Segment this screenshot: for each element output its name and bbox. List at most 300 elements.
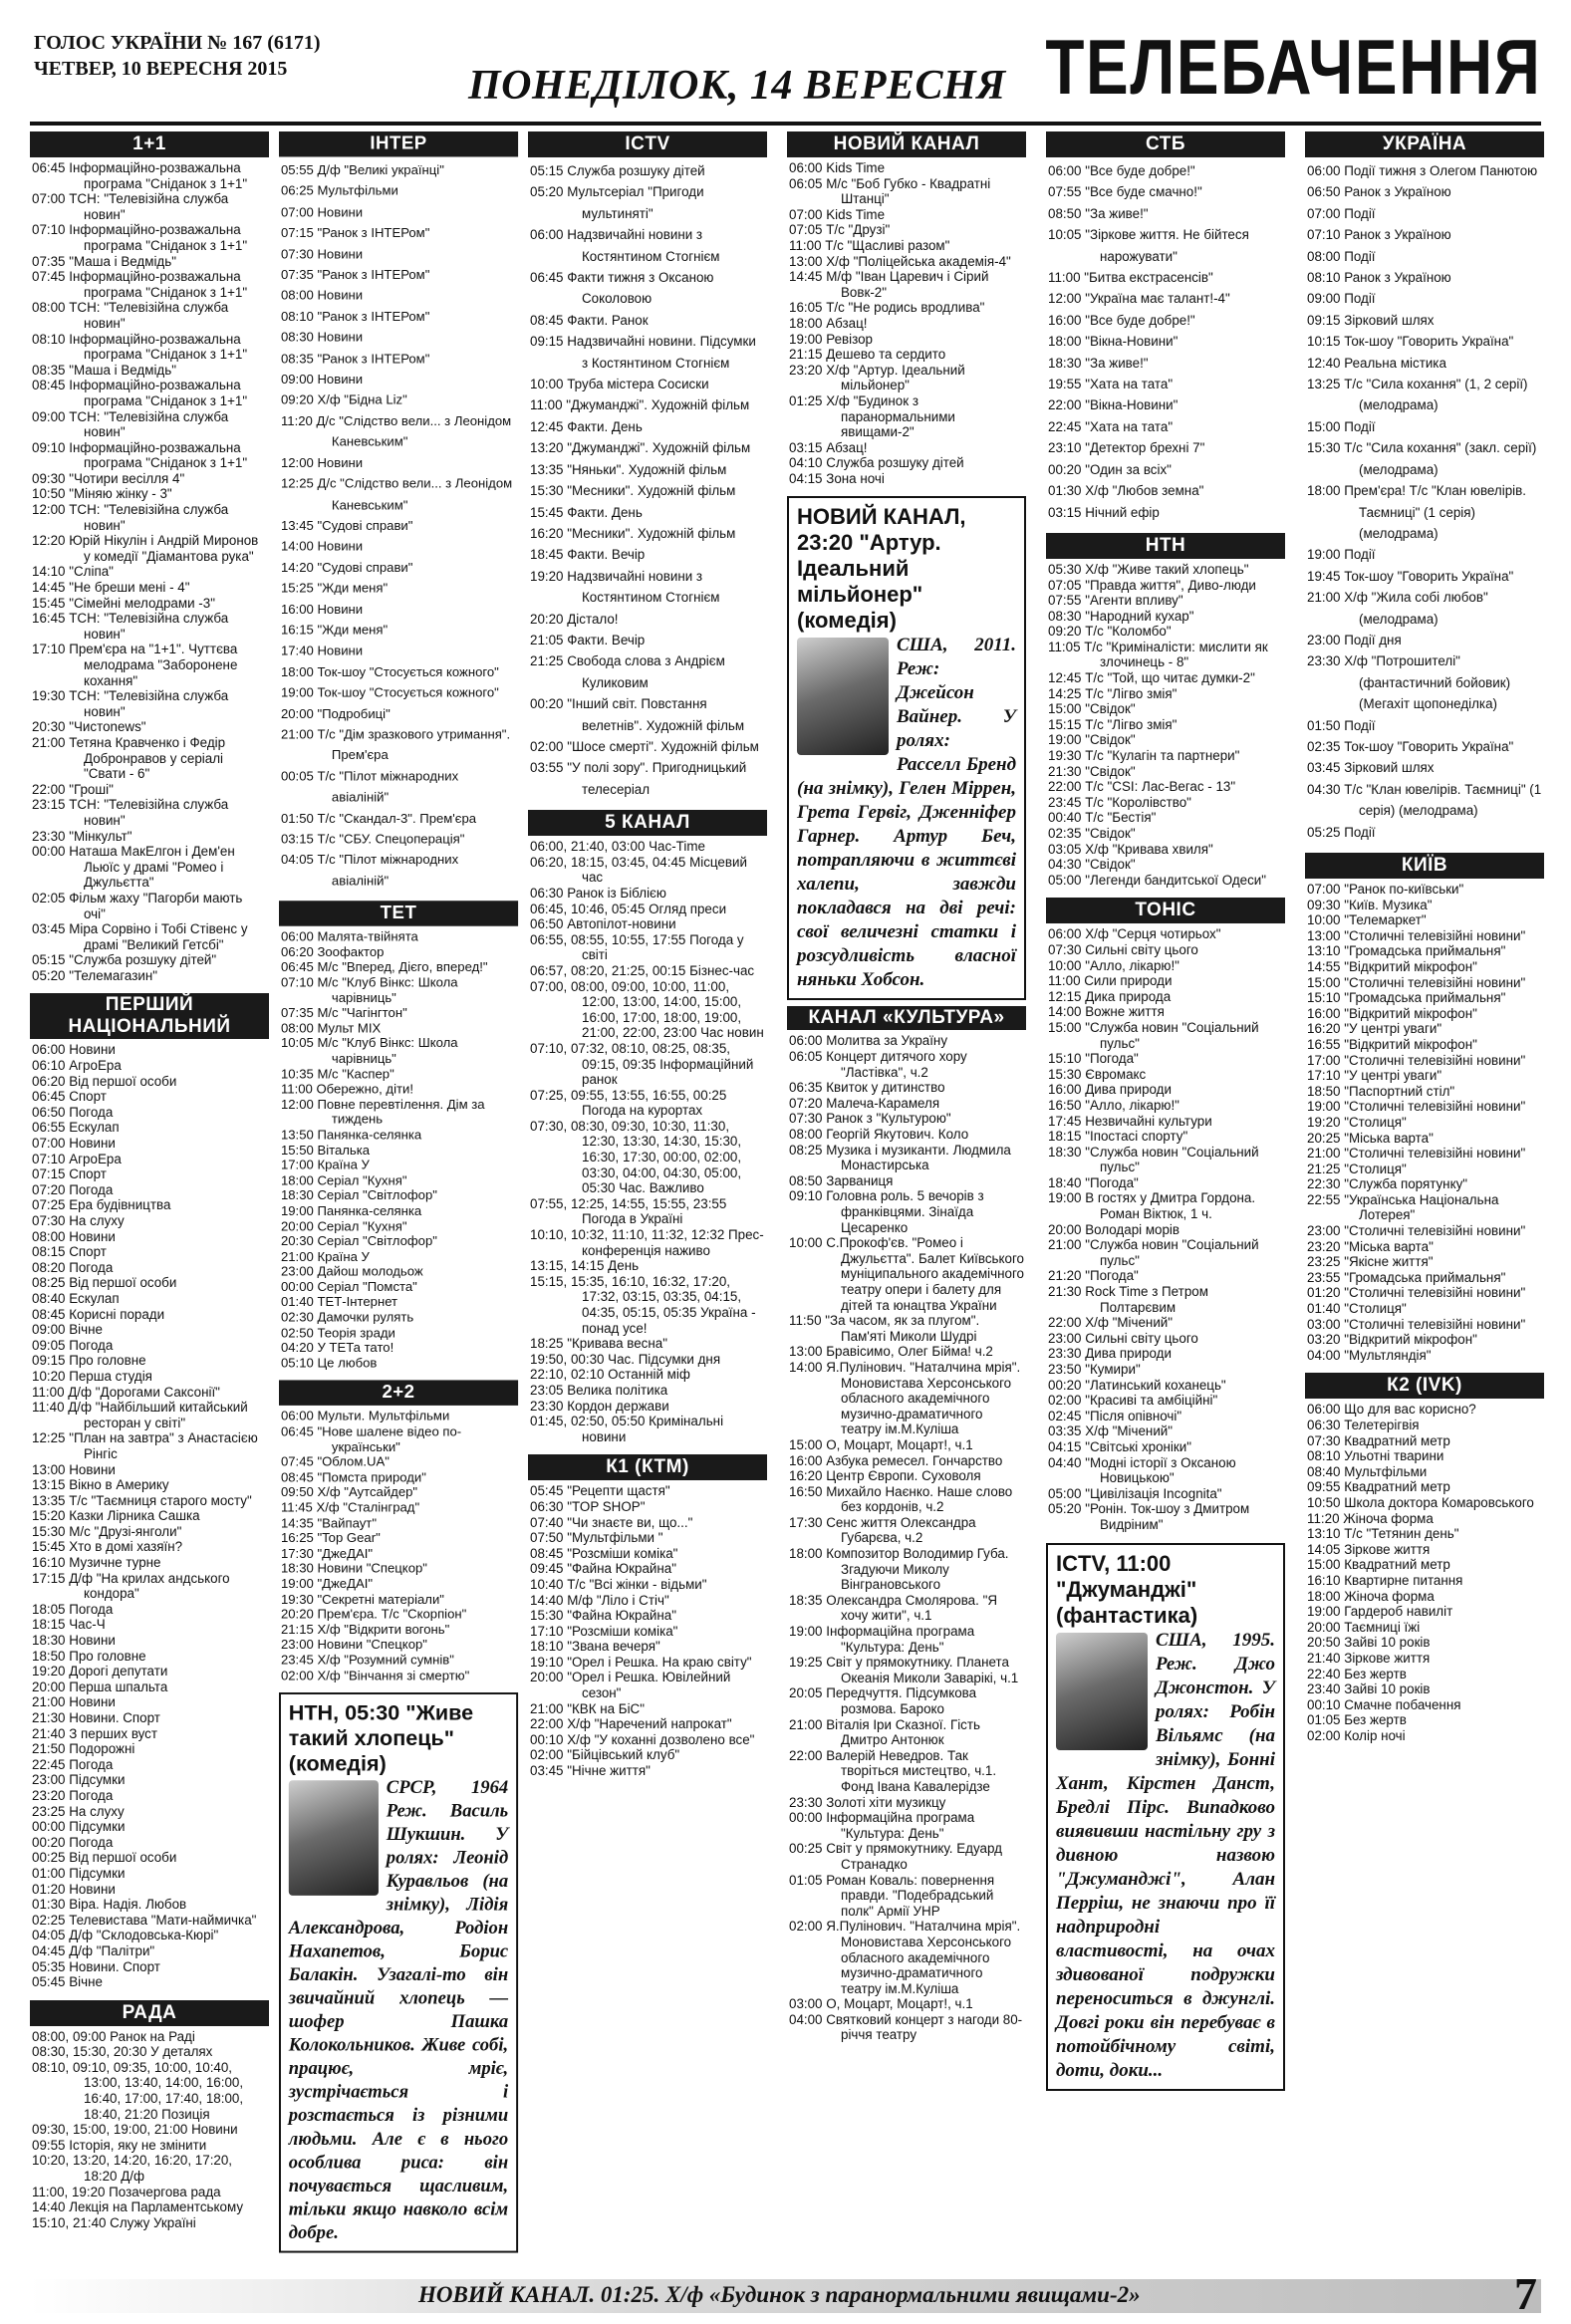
program-entry: 17:30 Сенс життя Олександра Губарєва, ч.2 xyxy=(789,1514,976,1546)
program-entry: 21:00 Т/с "Дім зразкового утримання". Прем'єра xyxy=(280,726,511,763)
program-entry: 06:20 Зоофактор xyxy=(280,944,385,959)
program-entry: 10:35 М/с "Каспер" xyxy=(280,1066,394,1082)
program-entry: 00:05 Т/с "Пілот міжнародних авіаліній" xyxy=(280,768,459,805)
program-entry: 03:20 "Відкритий мікрофон" xyxy=(1307,1332,1477,1348)
program-entry: 08:40 Ескулап xyxy=(32,1290,120,1306)
program-entry: 08:45 "Помста природи" xyxy=(280,1469,426,1485)
program-entry: 07:00 Kids Time xyxy=(789,206,886,222)
program-entry: 02:00 Х/ф "Вінчання зі смертю" xyxy=(280,1668,470,1682)
program-entry: 07:20 Малеча-Карамеля xyxy=(789,1095,940,1111)
program-entry: 18:00 Композитор Володимир Губа. Згадуючи Миколу Вінграновського xyxy=(789,1546,1009,1593)
program-list xyxy=(30,2026,269,2231)
program-entry: 18:30 Новини "Спецкор" xyxy=(280,1561,427,1576)
program-entry: 07:40 "Чи знаєте ви, що..." xyxy=(530,1514,693,1530)
program-entry: 06:05 М/с "Боб Губко - Квадратні Штанці" xyxy=(789,175,991,207)
program-list xyxy=(30,1039,269,1989)
program-entry: 21:25 Свобода слова з Андрієм Куликовим xyxy=(530,653,725,690)
program-entry: 11:00 "Джуманджі". Художній фільм xyxy=(530,397,750,413)
program-entry: 23:25 "Якісне життя" xyxy=(1307,1254,1434,1270)
program-entry: 12:00 "Україна має талант!-4" xyxy=(1048,291,1230,307)
issue-date: ЧЕТВЕР, 10 ВЕРЕСНЯ 2015 xyxy=(34,58,288,80)
program-entry: 18:50 "Паспортний стіл" xyxy=(1307,1083,1455,1099)
program-entry: 00:10 Смачне побачення xyxy=(1307,1696,1461,1712)
program-entry: 01:05 Роман Коваль: повернення правди. "Подебрадський полк" Армії УНР xyxy=(789,1872,995,1919)
program-entry: 09:00 Події xyxy=(1307,291,1376,307)
program-entry: 12:00 ТСН: "Телевізійна служба новин" xyxy=(32,502,229,533)
program-entry: 18:15 "Іпостасі спорту" xyxy=(1048,1129,1188,1145)
newspaper-info xyxy=(34,30,321,82)
program-list xyxy=(787,1030,1026,2043)
program-entry: 23:20 "Міська варта" xyxy=(1307,1238,1434,1254)
program-entry: 13:15 Вікно в Америку xyxy=(32,1477,169,1493)
program-entry: 06:00 Надзвичайні новини з Костянтином Стогнієм xyxy=(530,227,720,264)
program-entry: 05:30 Х/ф "Живе такий хлопець" xyxy=(1048,561,1249,577)
program-entry: 08:00 Георгій Якутович. Коло xyxy=(789,1127,969,1143)
program-entry: 07:55 "Все буде смачно!" xyxy=(1048,184,1202,200)
program-entry: 18:40 "Погода" xyxy=(1048,1174,1139,1190)
program-entry: 16:00 Дива природи xyxy=(1048,1082,1172,1098)
program-entry: 11:00 Обережно, діти! xyxy=(280,1081,413,1097)
program-entry: 23:30 Дива природи xyxy=(1048,1346,1172,1362)
program-entry: 07:00, 08:00, 09:00, 10:00, 11:00, 12:00, 13:00, 14:00, 15:00, 16:00, 17:00, 18:00, 19:00, 21:00, 22:00, 23:00 Час новин xyxy=(530,978,764,1041)
program-entry: 01:00 Підсумки xyxy=(32,1865,126,1881)
program-entry: 05:45 "Рецепти щастя" xyxy=(530,1483,670,1499)
program-entry: 00:25 Світ у прямокутнику. Едуард Странадко xyxy=(789,1841,1002,1872)
program-entry: 12:00 Новини xyxy=(280,455,364,470)
program-entry: 06:25 Мультфільми xyxy=(280,183,398,199)
program-entry: 08:10 "Ранок з ІНТЕРом" xyxy=(280,309,430,324)
program-entry: 18:00 "Вікна-Новини" xyxy=(1048,334,1178,350)
program-entry: 05:15 Служба розшуку дітей xyxy=(530,163,705,178)
program-entry: 22:45 "Хата на тата" xyxy=(1048,418,1174,434)
program-entry: 03:55 "У полі зору". Пригодницький телесеріал xyxy=(530,760,747,797)
program-entry: 15:30 "Файна Юкрайна" xyxy=(530,1608,677,1624)
program-entry: 04:15 Зона ночі xyxy=(789,470,885,486)
program-entry: 11:40 Д/ф "Найбільший китайський ресторан у світі" xyxy=(32,1400,248,1430)
program-entry: 09:50 Х/ф "Аутсайдер" xyxy=(280,1484,418,1500)
program-entry: 15:00 О, Моцарт, Моцарт!, ч.1 xyxy=(789,1436,973,1452)
program-entry: 10:50 "Міняю жінку - 3" xyxy=(32,486,172,502)
program-entry: 14:25 Т/с "Лігво змія" xyxy=(1048,685,1178,701)
program-entry: 06:00 Kids Time xyxy=(789,160,886,175)
program-entry: 09:55 Квадратний метр xyxy=(1307,1479,1450,1495)
program-entry: 12:20 Юрій Нікулін і Андрій Миронов у комедії "Діамантова рука" xyxy=(32,533,259,564)
program-entry: 15:50 Віталька xyxy=(280,1142,371,1158)
program-entry: 23:55 "Громадська приймальня" xyxy=(1307,1269,1506,1285)
program-entry: 02:35 Ток-шоу "Говорить Україна" xyxy=(1307,738,1514,754)
program-entry: 21:00 Країна У xyxy=(280,1248,370,1264)
program-entry: 05:20 "Ронін. Ток-шоу з Дмитром Видріним" xyxy=(1048,1501,1250,1532)
program-entry: 08:45 Інформаційно-розважальна програма "Сніданок з 1+1" xyxy=(32,378,248,408)
program-entry: 19:00 Ток-шоу "Стосується кожного" xyxy=(280,684,499,700)
program-entry: 18:00 Прем'єра! Т/с "Клан ювелірів. Таємниці" (1 серія) (мелодрама) xyxy=(1307,483,1526,541)
program-entry: 15:45 "Сімейні мелодрами -3" xyxy=(32,595,215,611)
program-entry: 02:05 Фільм жаху "Пагорби мають очі" xyxy=(32,890,243,921)
program-entry: 09:15 Надзвичайні новини. Підсумки з Костянтином Стогнієм xyxy=(530,334,756,371)
program-entry: 07:50 "Мультфільми " xyxy=(530,1530,663,1546)
program-entry: 15:30 "Месники". Художній фільм xyxy=(530,483,736,499)
actor-photo xyxy=(289,1780,379,1896)
program-entry: 04:00 "Мультляндія" xyxy=(1307,1347,1432,1363)
listing-column xyxy=(1305,131,1544,1753)
program-entry: 02:00 Я.Пулінович. "Наталчина мрія". Моновистава Херсонського обласного академічного музично-драматичного театру ім.М.Куліша xyxy=(789,1919,1021,1996)
program-entry: 09:00 Вічне xyxy=(32,1322,103,1338)
program-entry: 14:05 Зіркове життя xyxy=(1307,1541,1431,1557)
program-entry: 13:10 "Громадська приймальня" xyxy=(1307,943,1506,959)
channel-name: НТН xyxy=(1046,533,1285,559)
program-entry: 06:00 Новини xyxy=(32,1042,116,1058)
program-list xyxy=(528,157,767,800)
program-entry: 07:25 Ера будівництва xyxy=(32,1197,171,1213)
program-entry: 16:45 ТСН: "Телевізійна служба новин" xyxy=(32,611,229,642)
channel-block xyxy=(787,1006,1026,2043)
listing-column xyxy=(279,131,518,2259)
program-entry: 16:50 "Алло, лікарю!" xyxy=(1048,1097,1179,1113)
program-entry: 00:00 Інформаційна програма "Культура: День" xyxy=(789,1810,975,1841)
program-entry: 13:35 Т/с "Таємниця старого мосту" xyxy=(32,1492,252,1508)
program-entry: 17:10 "Розсміши коміка" xyxy=(530,1623,678,1639)
channel-name: НОВИЙ КАНАЛ xyxy=(787,131,1026,157)
feature-heading: НТН, 05:30 "Живе такий хлопець" (комедія) xyxy=(288,1699,474,1776)
program-entry: 13:00 "Столичні телевізійні новини" xyxy=(1307,927,1526,943)
program-entry: 08:45 "Розсміши коміка" xyxy=(530,1545,678,1561)
program-entry: 14:40 М/ф "Ліло і Стіч" xyxy=(530,1592,669,1608)
program-entry: 10:40 Т/с "Всі жінки - відьми" xyxy=(530,1576,707,1592)
newspaper-name: ГОЛОС УКРАЇНИ № 167 (6171) xyxy=(34,32,321,54)
program-entry: 13:00 Бравісимо, Олег Бійма! ч.2 xyxy=(789,1344,993,1360)
program-entry: 00:00 Серіал "Помста" xyxy=(280,1279,417,1295)
program-entry: 12:00 Повне перевтілення. Дім за тиждень xyxy=(280,1096,485,1127)
program-list xyxy=(528,1480,767,1778)
program-entry: 07:05 Т/с "Друзі" xyxy=(789,222,891,238)
program-entry: 08:25 Від першої особи xyxy=(32,1275,177,1291)
program-entry: 18:00 Абзац! xyxy=(789,315,868,331)
program-entry: 06:05 Концерт дитячого хору "Ластівка", ч.2 xyxy=(789,1049,967,1080)
program-entry: 07:55 "Агенти впливу" xyxy=(1048,593,1183,609)
program-entry: 06:55 Ескулап xyxy=(32,1120,120,1136)
program-entry: 21:05 Факти. Вечір xyxy=(530,632,646,647)
program-entry: 15:15 Т/с "Лігво змія" xyxy=(1048,716,1178,732)
program-entry: 19:00 Події xyxy=(1307,547,1376,563)
program-entry: 23:00 Підсумки xyxy=(32,1772,126,1788)
program-entry: 15:10 "Погода" xyxy=(1048,1051,1139,1067)
program-entry: 19:00 Гардероб навиліт xyxy=(1307,1604,1453,1620)
program-entry: 19:30 "Секретні матеріали" xyxy=(280,1591,444,1607)
program-entry: 13:10 Т/с "Тетянин день" xyxy=(1307,1526,1459,1542)
program-entry: 04:15 "Світські хроніки" xyxy=(1048,1438,1192,1454)
program-entry: 09:30 "Чотири весілля 4" xyxy=(32,470,185,486)
program-entry: 07:10 Інформаційно-розважальна програма "Сніданок з 1+1" xyxy=(32,222,248,253)
program-entry: 15:10 "Громадська приймальня" xyxy=(1307,990,1506,1006)
program-entry: 19:20 "Столиця" xyxy=(1307,1114,1407,1130)
channel-name: РАДА xyxy=(30,2000,269,2026)
program-entry: 23:20 Х/ф "Артур. Ідеальний мільйонер" xyxy=(789,362,965,393)
program-entry: 23:00 Події дня xyxy=(1307,632,1402,647)
program-entry: 23:00 Дайош молодьож xyxy=(280,1264,423,1279)
program-entry: 14:40 Лекція на Парламентському xyxy=(32,2199,244,2215)
program-entry: 07:20 Погода xyxy=(32,1181,114,1197)
program-entry: 23:30 Кордон держави xyxy=(530,1398,669,1414)
program-entry: 07:30 На слуху xyxy=(32,1213,125,1228)
program-entry: 00:25 Від першої особи xyxy=(32,1850,177,1866)
program-entry: 02:50 Теорія зради xyxy=(280,1325,395,1340)
program-entry: 18:30 "За живе!" xyxy=(1048,355,1149,371)
program-entry: 05:35 Новини. Спорт xyxy=(32,1958,160,1974)
program-entry: 23:45 Х/ф "Розумний сумнів" xyxy=(280,1652,454,1668)
program-entry: 15:00 Події xyxy=(1307,418,1376,434)
program-entry: 20:20 Дістало! xyxy=(530,611,619,627)
program-entry: 07:30 Сильні світу цього xyxy=(1048,941,1198,957)
program-entry: 16:00 "Все буде добре!" xyxy=(1048,312,1195,328)
page-number: 7 xyxy=(1514,2268,1537,2319)
program-entry: 17:45 Незвичайні культури xyxy=(1048,1113,1212,1129)
program-entry: 01:30 Віра. Надія. Любов xyxy=(32,1897,187,1913)
program-entry: 09:30, 15:00, 19:00, 21:00 Новини xyxy=(32,2122,238,2138)
program-entry: 22:40 Без жертв xyxy=(1307,1666,1407,1681)
program-entry: 21:30 Новини. Спорт xyxy=(32,1710,160,1725)
program-entry: 03:45 Міра Сорвіно і Тобі Стівенс у драмі "Великий Гетсбі" xyxy=(32,921,248,952)
program-entry: 02:00 "Красиві та амбіційні" xyxy=(1048,1393,1218,1409)
program-entry: 15:30 Євромакс xyxy=(1048,1066,1147,1082)
program-entry: 01:20 Новини xyxy=(32,1881,116,1897)
program-entry: 13:20 "Джуманджі". Художній фільм xyxy=(530,440,751,456)
program-entry: 16:10 Музичне турне xyxy=(32,1555,161,1571)
program-entry: 02:00 "Бійцівський клуб" xyxy=(530,1747,680,1763)
program-entry: 19:00 В гостях у Дмитра Гордона. Роман Віктюк, 1 ч. xyxy=(1048,1190,1256,1222)
program-entry: 20:00 "Орел і Решка. Ювілейний сезон" xyxy=(530,1670,731,1701)
program-entry: 05:55 Д/ф "Великі українці" xyxy=(280,162,444,178)
channel-block xyxy=(787,131,1026,486)
program-entry: 22:10, 02:10 Останній міф xyxy=(530,1367,690,1383)
program-entry: 16:00 Новини xyxy=(280,601,364,617)
program-entry: 21:00 Віталія Іри Сказної. Гість Дмитро Антонюк xyxy=(789,1716,980,1748)
program-entry: 15:20 Казки Лірника Сашка xyxy=(32,1508,200,1524)
program-entry: 19:00 "Столичні телевізійні новини" xyxy=(1307,1099,1526,1115)
program-entry: 18:00 Жіноча форма xyxy=(1307,1588,1435,1604)
program-entry: 20:20 Прем'єра. Т/с "Скорпіон" xyxy=(280,1606,467,1622)
program-entry: 21:25 "Столиця" xyxy=(1307,1161,1407,1176)
program-entry: 06:00 Малята-твійнята xyxy=(280,928,418,944)
program-entry: 07:45 Інформаційно-розважальна програма "Сніданок з 1+1" xyxy=(32,269,248,300)
program-entry: 23:50 "Кумири" xyxy=(1048,1362,1141,1377)
program-entry: 19:20 Надзвичайні новини з Костянтином Стогнієм xyxy=(530,568,720,606)
program-entry: 20:00 "Подробиці" xyxy=(280,705,391,721)
program-entry: 02:00 Колір ночі xyxy=(1307,1727,1406,1743)
program-entry: 08:35 "Ранок з ІНТЕРом" xyxy=(280,351,430,366)
program-list xyxy=(528,836,767,1444)
program-entry: 21:00 Х/ф "Жила собі любов" (мелодрама) xyxy=(1307,590,1488,627)
program-entry: 16:25 "Top Gear" xyxy=(280,1530,381,1546)
channel-name: 1+1 xyxy=(30,131,269,157)
program-entry: 13:50 Панянка-селянка xyxy=(280,1127,422,1143)
channel-block xyxy=(30,2000,269,2231)
program-entry: 06:00 Що для вас корисно? xyxy=(1307,1402,1476,1418)
program-entry: 19:30 Т/с "Кулагін та партнери" xyxy=(1048,748,1240,764)
program-entry: 07:10 М/с "Клуб Вінкс: Школа чарівниць" xyxy=(280,974,458,1005)
program-entry: 03:15 Нічний ефір xyxy=(1048,504,1160,520)
program-entry: 06:50 Погода xyxy=(32,1104,114,1120)
channel-block xyxy=(30,993,269,1989)
program-list xyxy=(1305,157,1544,843)
actor-photo xyxy=(1056,1633,1148,1750)
program-entry: 08:00 ТСН: "Телевізійна служба новин" xyxy=(32,300,229,331)
program-entry: 19:50, 00:30 Час. Підсумки дня xyxy=(530,1351,721,1367)
program-entry: 05:00 "Цивілізація Incognita" xyxy=(1048,1485,1222,1501)
program-entry: 05:00 "Легенди бандитської Одеси" xyxy=(1048,872,1267,888)
program-entry: 19:10 "Орел і Решка. На краю світу" xyxy=(530,1654,752,1670)
channel-block xyxy=(1305,1373,1544,1743)
program-entry: 16:55 "Відкритий мікрофон" xyxy=(1307,1036,1477,1052)
program-entry: 08:15 Спорт xyxy=(32,1244,107,1260)
program-entry: 19:55 "Хата на тата" xyxy=(1048,377,1174,392)
program-entry: 16:15 "Жди меня" xyxy=(280,622,389,638)
program-entry: 21:40 Зіркове життя xyxy=(1307,1650,1431,1666)
program-entry: 06:00 Молитва за Україну xyxy=(789,1033,948,1049)
program-entry: 07:35 "Маша і Ведмідь" xyxy=(32,253,176,269)
program-entry: 06:00 Мульти. Мультфільми xyxy=(280,1409,450,1423)
channel-block xyxy=(279,1381,518,1682)
channel-name: КАНАЛ «КУЛЬТУРА» xyxy=(787,1006,1026,1030)
program-entry: 08:25 Музика і музиканти. Людмила Монастирська xyxy=(789,1142,1011,1173)
channel-name: КИЇВ xyxy=(1305,853,1544,879)
program-entry: 19:30 ТСН: "Телевізійна служба новин" xyxy=(32,688,229,719)
program-entry: 00:10 Х/ф "У коханні дозволено все" xyxy=(530,1731,755,1747)
program-entry: 08:10 Ульотні тварини xyxy=(1307,1448,1444,1464)
channel-block xyxy=(1305,131,1544,843)
program-entry: 08:00 Події xyxy=(1307,248,1376,264)
program-entry: 06:00 Х/ф "Серця чотирьох" xyxy=(1048,926,1221,942)
program-entry: 22:00 Валерій Неведров. Так творіться мистецтво, ч.1. Фонд Івана Кавалерідзе xyxy=(789,1747,997,1794)
program-entry: 07:00 "Ранок по-київськи" xyxy=(1307,882,1464,897)
program-list xyxy=(1305,1399,1544,1743)
listing-column xyxy=(528,131,767,1789)
program-entry: 23:40 Зайві 10 років xyxy=(1307,1681,1431,1697)
program-entry: 15:00 Квадратний метр xyxy=(1307,1557,1450,1573)
program-entry: 07:15 "Ранок з ІНТЕРом" xyxy=(280,225,430,240)
program-entry: 10:05 "Зіркове життя. Не бійтеся нарожувати" xyxy=(1048,227,1249,264)
program-list xyxy=(279,156,518,891)
program-entry: 13:35 "Няньки". Художній фільм xyxy=(530,461,727,477)
program-entry: 14:45 М/ф "Іван Царевич і Сірий Вовк-2" xyxy=(789,269,989,300)
channel-block xyxy=(279,901,518,1371)
program-entry: 10:20 Перша студія xyxy=(32,1368,152,1384)
program-entry: 21:00 "Служба новин "Соціальний пульс" xyxy=(1048,1237,1259,1268)
program-entry: 13:15, 14:15 День xyxy=(530,1258,640,1274)
program-entry: 04:30 Т/с "Клан ювелірів. Таємниці" (1 серія) (мелодрама) xyxy=(1307,781,1542,819)
program-entry: 02:30 Дамочки рулять xyxy=(280,1309,414,1325)
program-entry: 01:45, 02:50, 05:50 Кримінальні новини xyxy=(530,1414,724,1444)
program-entry: 12:40 Реальна містика xyxy=(1307,355,1446,371)
program-entry: 06:45 Факти тижня з Оксаною Соколовою xyxy=(530,270,714,307)
program-entry: 22:30 "Служба порятунку" xyxy=(1307,1176,1468,1192)
program-entry: 02:00 "Шосе смерті". Художній фільм xyxy=(530,738,759,754)
program-entry: 23:05 Велика політика xyxy=(530,1382,668,1398)
program-entry: 23:25 На слуху xyxy=(32,1803,125,1819)
program-entry: 07:45 "Облом.UA" xyxy=(280,1454,390,1469)
program-entry: 22:00 Х/ф "Наречений напрокат" xyxy=(530,1716,732,1732)
program-entry: 18:30 Новини xyxy=(32,1633,116,1649)
program-entry: 15:30 Т/с "Сила кохання" (закл. серії) (мелодрама) xyxy=(1307,440,1537,477)
program-entry: 06:45 Спорт xyxy=(32,1089,107,1105)
channel-block xyxy=(528,1454,767,1778)
program-list xyxy=(1046,923,1285,1532)
program-entry: 02:45 "Після опівночі" xyxy=(1048,1408,1182,1423)
program-entry: 07:35 М/с "Чагінгтон" xyxy=(280,1005,407,1020)
program-list xyxy=(30,157,269,983)
program-entry: 08:10 Інформаційно-розважальна програма "Сніданок з 1+1" xyxy=(32,331,248,363)
program-entry: 18:05 Погода xyxy=(32,1601,114,1617)
program-entry: 03:05 Х/ф "Кривава хвиля" xyxy=(1048,841,1213,857)
channel-name: 5 КАНАЛ xyxy=(528,810,767,836)
program-entry: 18:00 Серіал "Кухня" xyxy=(280,1172,407,1188)
program-entry: 08:35 "Маша і Ведмідь" xyxy=(32,362,176,378)
program-entry: 23:45 Т/с "Королівство" xyxy=(1048,794,1191,810)
program-entry: 19:25 Світ у прямокутнику. Планета Океанія Миколи Заварікі, ч.1 xyxy=(789,1655,1019,1685)
program-entry: 08:20 Погода xyxy=(32,1259,114,1275)
program-entry: 14:55 "Відкритий мікрофон" xyxy=(1307,958,1477,974)
program-entry: 09:10 Головна роль. 5 вечорів з франківцями. Зінаїда Цесаренко xyxy=(789,1188,984,1235)
program-entry: 21:00 "Столичні телевізійні новини" xyxy=(1307,1146,1526,1162)
program-entry: 15:45 Факти. День xyxy=(530,504,643,520)
feature-heading: НОВИЙ КАНАЛ, 23:20 "Артур. Ідеальний мільйонер" (комедія) xyxy=(797,504,966,634)
program-entry: 02:35 "Свідок" xyxy=(1048,826,1136,841)
program-entry: 00:20 "Один за всіх" xyxy=(1048,461,1172,477)
program-entry: 15:00 "Столичні телевізійні новини" xyxy=(1307,974,1526,990)
program-entry: 23:00 Сильні світу цього xyxy=(1048,1330,1198,1346)
program-entry: 08:00 Мульт MIX xyxy=(280,1020,382,1036)
program-entry: 20:00 Володарі морів xyxy=(1048,1221,1180,1237)
program-list xyxy=(1046,157,1285,523)
program-entry: 17:00 Країна У xyxy=(280,1158,370,1172)
program-entry: 06:35 Квиток у дитинство xyxy=(789,1080,945,1096)
program-entry: 06:55, 08:55, 10:55, 17:55 Погода у світі xyxy=(530,931,744,963)
actor-photo xyxy=(797,638,889,755)
program-entry: 06:50 Автопілот-новини xyxy=(530,916,676,932)
program-entry: 08:50 "За живе!" xyxy=(1048,205,1149,221)
header-rule xyxy=(30,122,1541,126)
program-entry: 06:30 Ранок із Біблією xyxy=(530,885,666,901)
program-entry: 16:00 Азбука ремесел. Гончарство xyxy=(789,1452,1003,1468)
program-entry: 14:00 Новини xyxy=(280,538,364,554)
program-entry: 07:00 Події xyxy=(1307,205,1376,221)
channel-name: УКРАЇНА xyxy=(1305,131,1544,157)
program-entry: 04:00 Святковий концерт з нагоди 80-річчя театру xyxy=(789,2011,1023,2043)
program-entry: 01:30 Х/ф "Любов земна" xyxy=(1048,483,1204,499)
program-entry: 20:00 Перша шпальта xyxy=(32,1678,168,1694)
program-entry: 14:00 Я.Пулінович. "Наталчина мрія". Моновистава Херсонського обласного академічного музично-драматичного театру ім.М.Куліша xyxy=(789,1359,1021,1437)
program-entry: 19:45 Ток-шоу "Говорить Україна" xyxy=(1307,568,1514,584)
program-entry: 05:10 Це любов xyxy=(280,1355,378,1371)
channel-block xyxy=(1046,898,1285,1532)
listing-column xyxy=(787,131,1026,2053)
program-entry: 18:25 "Кривава весна" xyxy=(530,1336,667,1352)
channel-name: К2 (IVK) xyxy=(1305,1373,1544,1399)
channel-name: ТОНІС xyxy=(1046,898,1285,923)
program-entry: 01:20 "Столичні телевізійні новини" xyxy=(1307,1285,1526,1301)
program-entry: 11:00 Т/с "Щасливі разом" xyxy=(789,237,950,253)
program-entry: 17:10 Прем'єра на "1+1". Чуттєва мелодрама "Заборонене кохання" xyxy=(32,642,238,688)
program-entry: 18:35 Олександра Смолярова. "Я хочу жити", ч.1 xyxy=(789,1592,997,1624)
channel-block xyxy=(528,131,767,800)
feature-text: США, 2011. Реж: Джейсон Вайнер. У ролях: Расселл Бренд (на знімку), Гелен Міррен, Грета Гервіг, Дженніфер Гарнер. Артур Беч, потрапляючи в життєві халепи, завжди покладався на дві речі: свої величезні статки і розсудливість власної няньки Хобсон. xyxy=(797,635,1016,991)
program-entry: 11:20 Жіноча форма xyxy=(1307,1510,1434,1526)
program-entry: 17:40 Новини xyxy=(280,643,364,658)
program-entry: 05:20 "Телемагазин" xyxy=(32,967,157,983)
program-entry: 10:00 "Алло, лікарю!" xyxy=(1048,957,1179,973)
program-entry: 18:30 "Служба новин "Соціальний пульс" xyxy=(1048,1144,1259,1175)
program-entry: 03:15 Т/с "СБУ. Спецоперація" xyxy=(280,831,465,847)
program-entry: 06:30 Телетерігвія xyxy=(1307,1418,1420,1432)
